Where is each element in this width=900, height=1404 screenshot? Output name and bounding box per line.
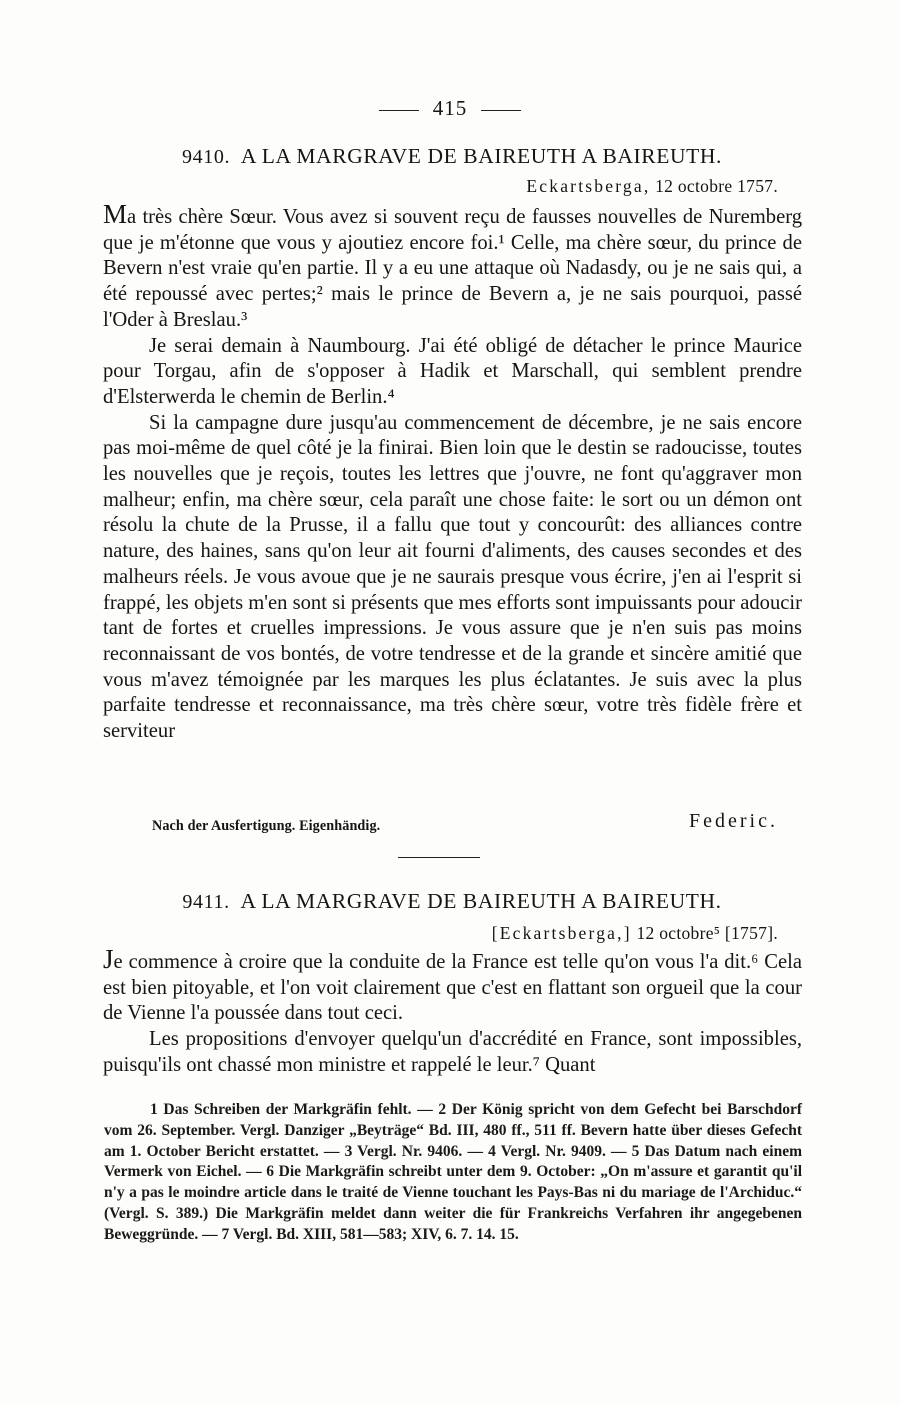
page-number-dash-left bbox=[379, 110, 419, 111]
page-number: 415 bbox=[0, 96, 900, 121]
date-text: 12 octobre 1757. bbox=[655, 176, 778, 196]
paragraph: Si la campagne dure jusqu'au commencement de décembre, je ne sais encore pas moi-même de quel côté je la finirai. Bien loin que le destin se radoucisse, toutes les nouvelles que je reçois, toutes les lettres que j'ouvre, ne font qu'aggraver mon malheur; enfin, ma chère sœur, cela paraît une chose faite: le sort ou un démon ont résolu la chute de la Prusse, il a fallu que tout y concourût: des alliances contre nature, des haines, sans qu'on leur ait fourni d'aliments, des causes secondes et des malheurs réels. Je vous avoue que je ne saurais presque vous écrire, j'en ai l'esprit si frappé, les objets m'en sont si présents que mes efforts sont impuissants pour adoucir tant de fortes et cruelles impressions. Je vous assure que je n'en suis pas moins reconnaissant de vos bontés, de votre tendresse et de la grande et sincère amitié que vous m'avez témoignée par les marques les plus éclatantes. Je suis avec la plus parfaite tendresse et reconnaissance, ma très chère sœur, votre très fidèle frère et serviteur bbox=[103, 411, 802, 743]
source-note: Nach der Ausfertigung. Eigenhändig. bbox=[152, 818, 381, 834]
letter-body bbox=[103, 944, 802, 1079]
paragraph: Je commence à croire que la conduite de la France est telle qu'on vous l'a dit.⁶ Cela est bien pitoyable, et l'on voit clairement que c'est en flattant son orgueil que la cour de Vienne l'a poussée dans tout ceci. bbox=[103, 944, 802, 1025]
dropcap: J bbox=[103, 944, 114, 974]
paragraph: Je serai demain à Naumbourg. J'ai été obligé de détacher le prince Maurice pour Torgau, afin de s'opposer à Hadik et Marschall, qui semblent prendre d'Elsterwerda le chemin de Berlin.⁴ bbox=[103, 334, 802, 408]
letter-number: 9410. bbox=[182, 146, 231, 168]
letter-heading bbox=[104, 144, 800, 169]
paragraph: Les propositions d'envoyer quelqu'un d'accrédité en France, sont impossibles, puisqu'ils ont chassé mon ministre et rappelé le leur.⁷ Quant bbox=[103, 1028, 802, 1076]
page-number-dash-right bbox=[481, 110, 521, 111]
letter-number: 9411. bbox=[182, 891, 230, 913]
date-text: 12 octobre⁵ [1757]. bbox=[636, 923, 778, 943]
paragraph: Ma très chère Sœur. Vous avez si souvent reçu de fausses nouvelles de Nuremberg que je m'étonne que vous y ajoutiez encore foi.¹ Celle, ma chère sœur, du prince de Bevern n'est vraie qu'en partie. Il y a eu une attaque où Nadasdy, ou je ne sais qui, a été repoussé avec pertes;² mais le prince de Bevern a, je ne sais pourquoi, passé l'Oder à Breslau.³ bbox=[103, 199, 802, 331]
letter-body bbox=[103, 199, 802, 745]
letter-dateline bbox=[492, 923, 778, 944]
section-divider bbox=[398, 857, 480, 858]
dropcap: M bbox=[103, 199, 128, 229]
letter-heading bbox=[104, 889, 800, 914]
letter-title: A LA MARGRAVE DE BAIREUTH A BAIREUTH. bbox=[240, 144, 722, 168]
signature: Federic. bbox=[689, 810, 778, 832]
footnotes bbox=[104, 1100, 802, 1246]
date-place: [Eckartsberga,] bbox=[491, 923, 632, 943]
letter-title: A LA MARGRAVE DE BAIREUTH A BAIREUTH. bbox=[240, 889, 722, 913]
footnotes-text: 1 Das Schreiben der Markgräfin fehlt. — 2 Der König spricht von dem Gefecht bei Barschdorf vom 26. September. Vergl. Danziger „Beyträge“ Bd. III, 480 ff., 511 ff. Bevern hatte über dieses Gefecht am 1. October Bericht erstattet. — 3 Vergl. Nr. 9406. — 4 Vergl. Nr. 9409. — 5 Das Datum nach einem Vermerk von Eichel. — 6 Die Markgräfin schreibt unter dem 9. October: „On m'assure et garantit qu'il n'y a pas le moindre article dans le traité de Vienne touchant les Pays-Bas ni du mariage de l'Archiduc.“ (Vergl. S. 389.) Die Markgräfin meldet dann weiter die für Frankreichs Verfahren ihr angegebenen Beweggründe. — 7 Vergl. Bd. XIII, 581—583; XIV, 6. 7. 14. 15. bbox=[104, 1101, 802, 1243]
date-place: Eckartsberga, bbox=[526, 176, 651, 196]
letter-dateline bbox=[526, 176, 778, 197]
